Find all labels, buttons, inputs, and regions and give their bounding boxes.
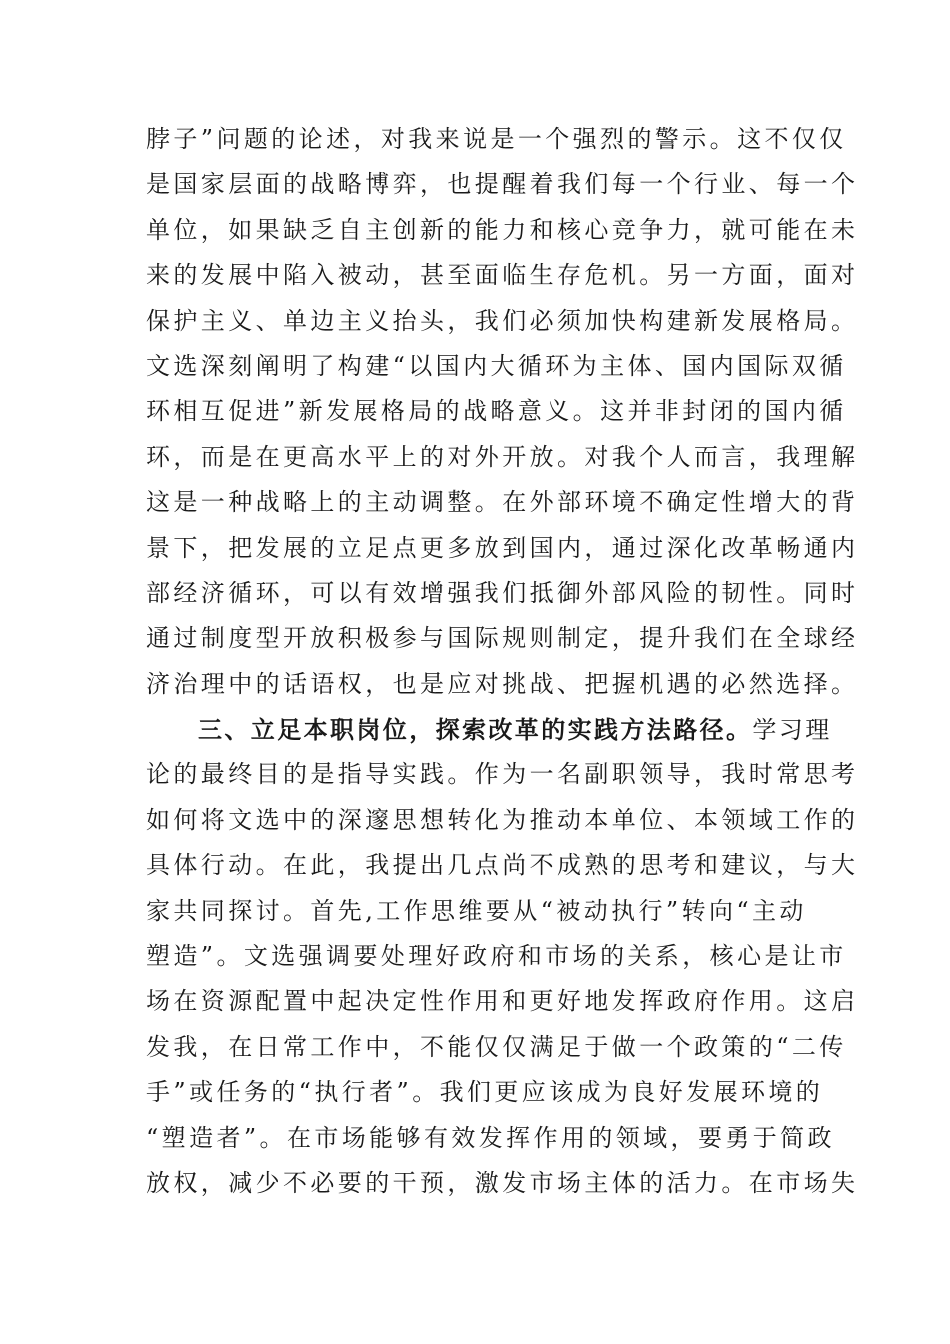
text-line: 单位，如果缺乏自主创新的能力和核心竞争力，就可能在未 (146, 215, 859, 244)
text-line: 来的发展中陷入被动，甚至面临生存危机。另一方面，面对 (146, 261, 859, 290)
text-line: 济治理中的话语权，也是应对挑战、把握机遇的必然选择。 (146, 669, 859, 698)
text-line: 环相互促进”新发展格局的战略意义。这并非封闭的国内循 (146, 397, 847, 426)
text-line: 放权，减少不必要的干预，激发市场主体的活力。在市场失 (146, 1168, 859, 1197)
text-line: “塑造者”。在市场能够有效发挥作用的领域，要勇于简政 (146, 1123, 835, 1152)
text-line: 文选深刻阐明了构建“以国内大循环为主体、国内国际双循 (146, 351, 847, 380)
text-line: 这是一种战略上的主动调整。在外部环境不确定性增大的背 (146, 488, 859, 517)
section-heading-line (146, 707, 832, 752)
text-line: 发我，在日常工作中，不能仅仅满足于做一个政策的“二传 (146, 1032, 847, 1061)
text-line: 手”或任务的“执行者”。我们更应该成为良好发展环境的 (146, 1078, 824, 1107)
text-line: 保护主义、单边主义抬头，我们必须加快构建新发展格局。 (146, 306, 859, 335)
section-3-heading: 三、立足本职岗位，探索改革的实践方法路径。 (198, 715, 753, 745)
section-3-heading-tail: 学习理 (752, 716, 832, 745)
text-line: 如何将文选中的深邃思想转化为推动本单位、本领域工作的 (146, 805, 859, 834)
text-line: 环，而是在更高水平上的对外开放。对我个人而言，我理解 (146, 442, 859, 471)
text-line: 部经济循环，可以有效增强我们抵御外部风险的韧性。同时 (146, 578, 859, 607)
text-line: 是国家层面的战略博弈，也提醒着我们每一个行业、每一个 (146, 170, 859, 199)
body-text (146, 117, 859, 1206)
text-line: 脖子”问题的论述，对我来说是一个强烈的警示。这不仅仅 (146, 125, 847, 153)
text-line: 家共同探讨。首先,工作思维要从“被动执行”转向“主动 (146, 896, 807, 925)
text-line: 景下，把发展的立足点更多放到国内，通过深化改革畅通内 (146, 533, 859, 562)
text-line: 具体行动。在此，我提出几点尚不成熟的思考和建议，与大 (146, 851, 859, 880)
text-line: 论的最终目的是指导实践。作为一名副职领导，我时常思考 (146, 760, 859, 789)
text-line: 塑造”。文选强调要处理好政府和市场的关系，核心是让市 (146, 942, 847, 971)
text-line: 通过制度型开放积极参与国际规则制定，提升我们在全球经 (146, 624, 859, 653)
text-line: 场在资源配置中起决定性作用和更好地发挥政府作用。这启 (146, 987, 859, 1016)
